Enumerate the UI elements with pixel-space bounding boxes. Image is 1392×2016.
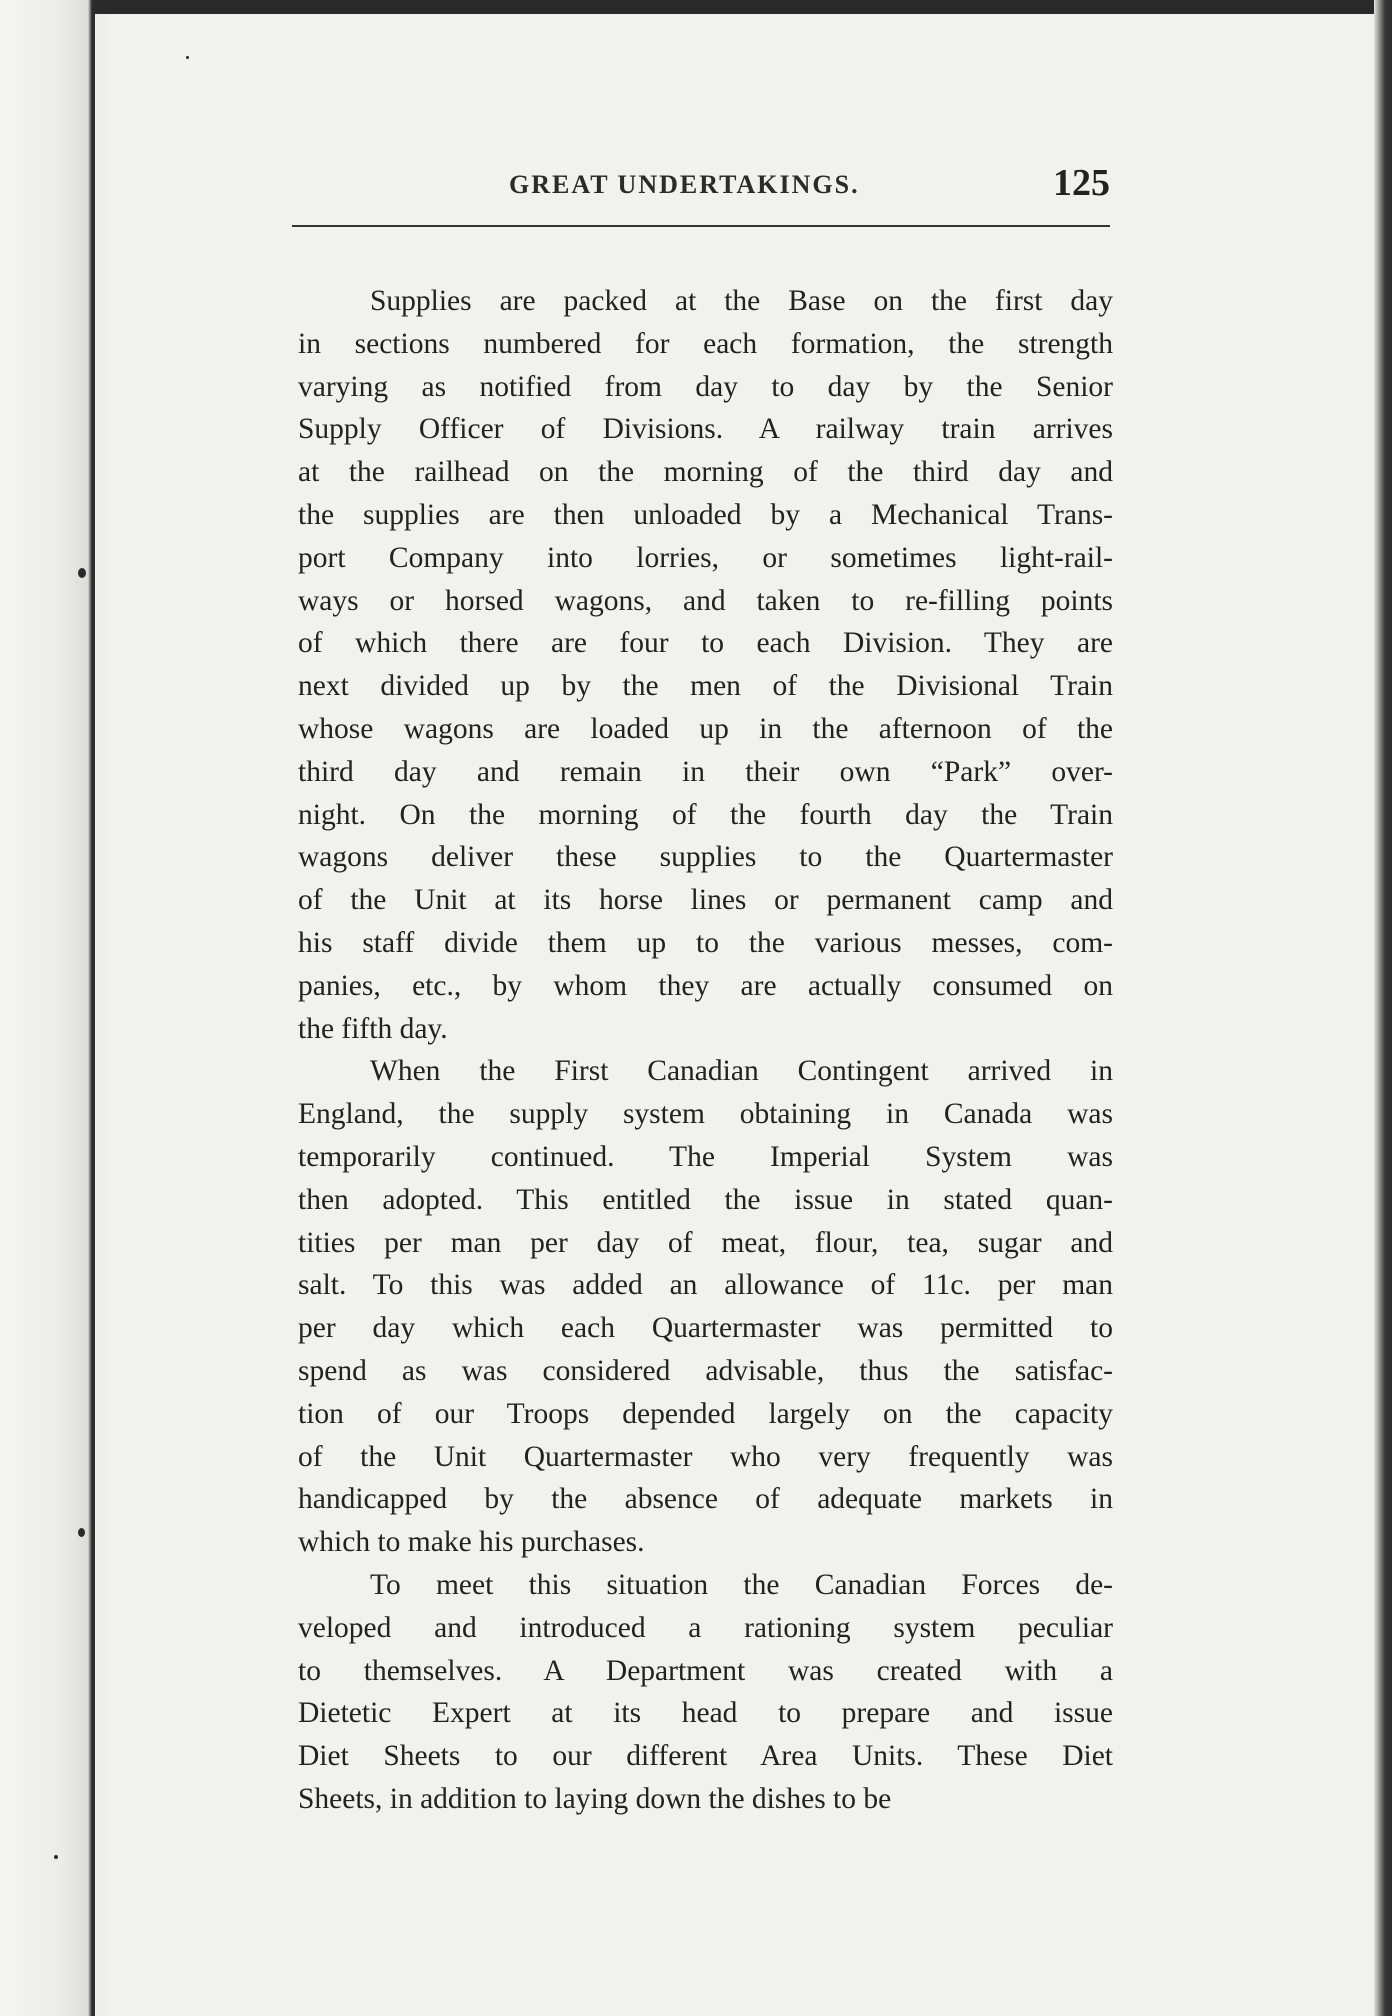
text-line: whose wagons are loaded up in the afternoon of the xyxy=(298,712,1113,745)
text-line: veloped and introduced a rationing system peculiar xyxy=(298,1611,1113,1644)
text-line: port Company into lorries, or sometimes light-rail- xyxy=(298,541,1113,574)
text-line: his staff divide them up to the various messes, com- xyxy=(298,926,1113,959)
text-line: England, the supply system obtaining in Canada was xyxy=(298,1098,1113,1131)
scan-binding-edge xyxy=(0,0,95,2016)
text-line: at the railhead on the morning of the third day and xyxy=(298,456,1113,489)
text-line: per day which each Quartermaster was permitted to xyxy=(298,1312,1113,1345)
text-line: Diet Sheets to our different Area Units. These Diet xyxy=(298,1740,1113,1773)
scan-right-edge xyxy=(1374,0,1392,2016)
binding-speck xyxy=(78,1528,85,1537)
text-line: wagons deliver these supplies to the Quartermaster xyxy=(298,841,1113,874)
running-title: GREAT UNDERTAKINGS. xyxy=(509,170,860,199)
text-line: the supplies are then unloaded by a Mechanical Trans- xyxy=(298,498,1113,531)
binding-speck xyxy=(78,568,86,578)
text-line: salt. To this was added an allowance of 11c. per man xyxy=(298,1269,1113,1302)
header-rule xyxy=(292,225,1110,227)
text-line: the fifth day. xyxy=(298,1012,448,1045)
text-line: varying as notified from day to day by the Senior xyxy=(298,370,1113,403)
text-line: next divided up by the men of the Divisional Train xyxy=(298,670,1113,703)
text-line: of the Unit at its horse lines or permanent camp and xyxy=(298,884,1113,917)
text-line: of which there are four to each Division. They are xyxy=(298,627,1113,660)
text-line: which to make his purchases. xyxy=(298,1526,645,1559)
paragraph xyxy=(298,1050,1113,1564)
text-line: then adopted. This entitled the issue in stated quan- xyxy=(298,1183,1113,1216)
text-line: Sheets, in addition to laying down the dishes to be xyxy=(298,1782,892,1815)
text-line: ways or horsed wagons, and taken to re-filling points xyxy=(298,584,1113,617)
text-line: Supply Officer of Divisions. A railway train arrives xyxy=(298,413,1113,446)
paragraph xyxy=(298,280,1113,1050)
text-line: tities per man per day of meat, flour, tea, sugar and xyxy=(298,1226,1113,1259)
paragraph xyxy=(298,1564,1113,1821)
text-line: Dietetic Expert at its head to prepare and issue xyxy=(298,1697,1113,1730)
text-line: handicapped by the absence of adequate markets in xyxy=(298,1483,1113,1516)
body-text xyxy=(298,280,1113,1821)
text-line: of the Unit Quartermaster who very frequently was xyxy=(298,1440,1113,1473)
page-speck xyxy=(186,56,189,59)
text-line: third day and remain in their own “Park” over- xyxy=(298,755,1113,788)
page-number: 125 xyxy=(1053,162,1110,204)
text-line: Supplies are packed at the Base on the first day xyxy=(370,285,1113,317)
text-line: When the First Canadian Contingent arrived in xyxy=(370,1055,1113,1088)
scan-top-edge xyxy=(0,0,1392,14)
text-line: to themselves. A Department was created with a xyxy=(298,1654,1113,1687)
text-line: panies, etc., by whom they are actually consumed on xyxy=(298,969,1113,1002)
text-line: night. On the morning of the fourth day the Train xyxy=(298,798,1113,831)
text-line: spend as was considered advisable, thus the satisfac- xyxy=(298,1354,1113,1387)
text-line: temporarily continued. The Imperial System was xyxy=(298,1140,1113,1173)
binding-speck xyxy=(54,1855,58,1859)
running-header xyxy=(292,155,1110,227)
text-line: tion of our Troops depended largely on the capacity xyxy=(298,1397,1113,1430)
text-line: To meet this situation the Canadian Forces de- xyxy=(370,1568,1113,1601)
text-line: in sections numbered for each formation, the strength xyxy=(298,327,1113,360)
